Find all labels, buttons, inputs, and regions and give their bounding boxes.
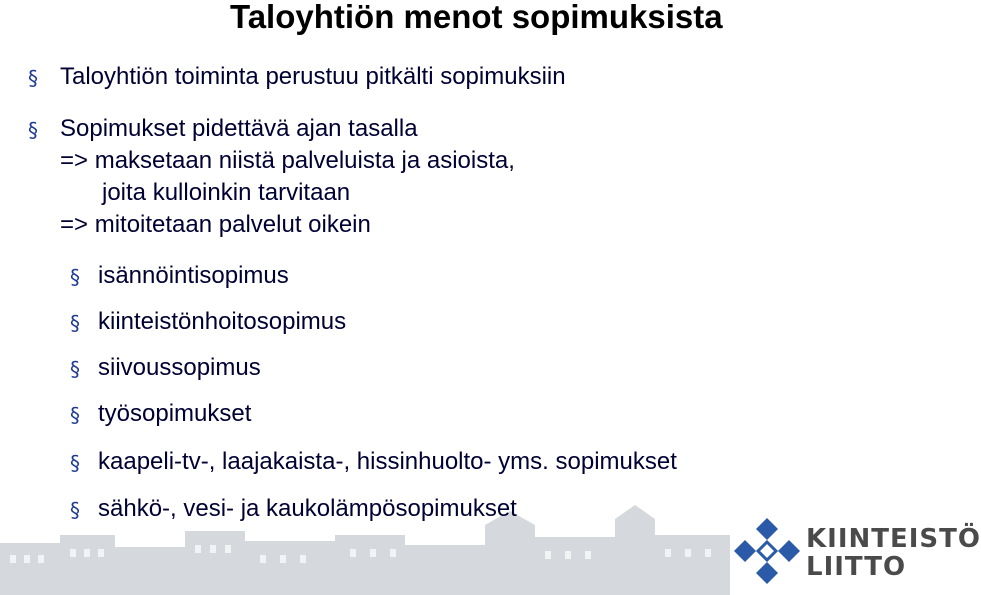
kiinteistoliitto-logo — [730, 512, 981, 595]
sub-bullet-marker-icon: § — [70, 357, 80, 381]
bullet-text-continuation: => maksetaan niistä palveluista ja asioista, — [60, 147, 515, 174]
sub-bullet-text: siivoussopimus — [98, 354, 261, 381]
sub-bullet-marker-icon: § — [70, 311, 80, 335]
bullet-marker-icon: § — [28, 118, 38, 142]
sub-bullet-text: isännöintisopimus — [98, 262, 289, 289]
bullet-marker-icon: § — [28, 66, 38, 90]
logo-mark-icon — [732, 516, 802, 586]
sub-bullet-marker-icon: § — [70, 498, 80, 522]
sub-bullet-marker-icon: § — [70, 265, 80, 289]
bullet-text: Sopimukset pidettävä ajan tasalla — [60, 115, 418, 142]
page-title: Taloyhtiön menot sopimuksista — [230, 0, 723, 35]
bullet-text: Taloyhtiön toiminta perustuu pitkälti sopimuksiin — [60, 63, 566, 90]
sub-bullet-text: sähkö-, vesi- ja kaukolämpösopimukset — [98, 495, 517, 522]
logo-text-line2: LIITTO — [806, 552, 907, 582]
sub-bullet-text: kiinteistönhoitosopimus — [98, 308, 347, 335]
sub-bullet-marker-icon: § — [70, 403, 80, 427]
sub-bullet-text: kaapeli-tv-, laajakaista-, hissinhuolto- yms. sopimukset — [98, 448, 677, 475]
bullet-text-continuation: joita kulloinkin tarvitaan — [102, 179, 351, 206]
logo-text-line1: KIINTEISTÖ — [806, 524, 981, 554]
sub-bullet-text: työsopimukset — [98, 400, 252, 427]
bullet-text-continuation: => mitoitetaan palvelut oikein — [60, 211, 371, 238]
sub-bullet-marker-icon: § — [70, 451, 80, 475]
